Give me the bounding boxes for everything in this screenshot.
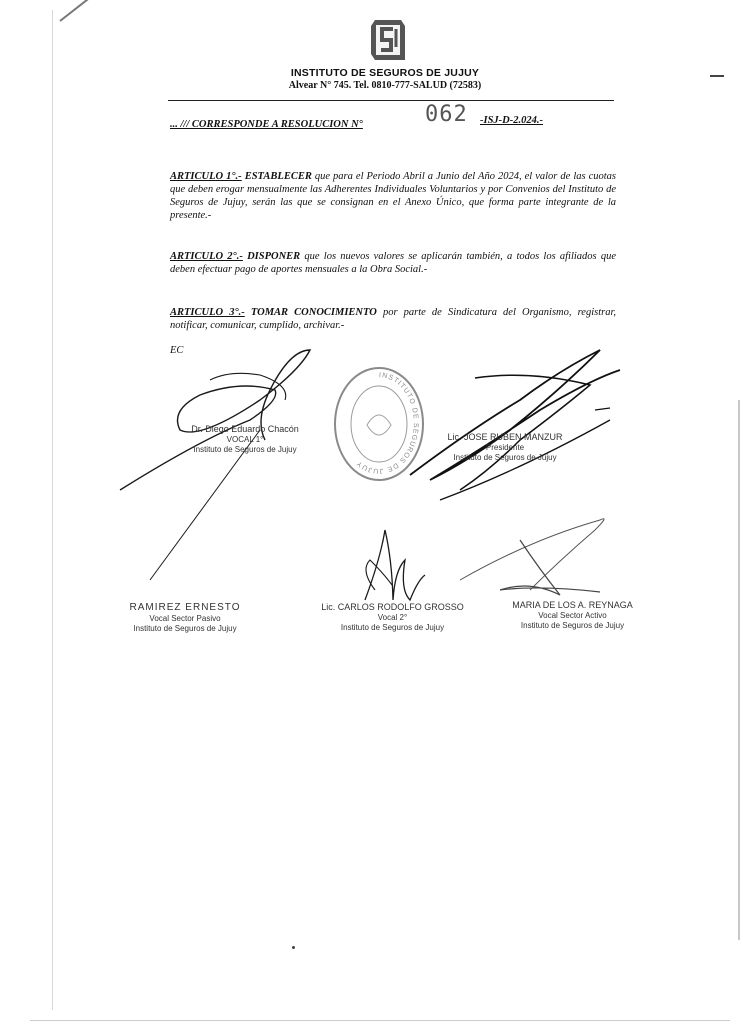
signer-name: Dr. Diego Eduardo Chacón: [191, 424, 299, 434]
scan-speck: [292, 946, 295, 949]
signer-role: Vocal Sector Pasivo: [149, 614, 221, 623]
letterhead: [160, 67, 610, 91]
resolution-prefix: ... /// CORRESPONDE A RESOLUCION N°: [170, 119, 363, 130]
signer-role: Vocal 2°: [377, 613, 408, 622]
article-text: por parte de Sindicatura del Organismo, registrar, notificar, comunicar, cumplido, archivar.-: [170, 307, 617, 331]
scan-edge-mark: [59, 0, 131, 22]
institution-logo: [371, 20, 405, 60]
signer-role: VOCAL 1°: [226, 435, 264, 444]
signer-role: Vocal Sector Activo: [538, 611, 607, 620]
signer-name: Lic. CARLOS RODOLFO GROSSO: [321, 602, 464, 612]
header-divider: [168, 100, 614, 101]
article-text: que los nuevos valores se aplicarán también, a todos los afiliados que deben efectuar pago de aportes mensuales a la Obra Social.-: [170, 251, 617, 275]
article-3: [170, 306, 616, 332]
signature-block-vocal-2: [320, 602, 465, 632]
resolution-number: 062: [425, 102, 468, 127]
institution-name: INSTITUTO DE SEGUROS DE JUJUY: [290, 67, 480, 79]
signature-block-president: [430, 432, 580, 462]
resolution-reference: [170, 119, 363, 130]
resolution-suffix: -ISJ-D-2.024.-: [480, 115, 543, 126]
signer-name: Lic. JOSE RUBEN MANZUR: [447, 432, 563, 442]
article-label: ARTICULO 3°.-: [170, 307, 245, 318]
stamp-text: INSTITUTO DE SEGUROS DE JUJUY: [355, 371, 420, 475]
article-label: ARTICULO 2°.-: [170, 251, 243, 262]
signer-org: Instituto de Seguros de Jujuy: [193, 445, 297, 454]
page-edge-bottom: [30, 1020, 730, 1021]
signature-block-vocal-pasivo: [100, 602, 270, 633]
article-1: [170, 170, 616, 222]
drafter-initials: EC: [170, 345, 184, 356]
article-verb: ESTABLECER: [244, 171, 312, 182]
signer-name: MARIA DE LOS A. REYNAGA: [512, 600, 633, 610]
scan-speck: [710, 75, 724, 77]
article-label: ARTICULO 1°.-: [170, 171, 242, 182]
article-verb: TOMAR CONOCIMIENTO: [250, 307, 377, 318]
institution-address: Alvear N° 745. Tel. 0810-777-SALUD (72583): [288, 80, 482, 91]
article-verb: DISPONER: [247, 251, 301, 262]
signer-org: Instituto de Seguros de Jujuy: [453, 453, 557, 462]
article-text: que para el Periodo Abril a Junio del Año 2024, el valor de las cuotas que deben erogar mensualmente las Adherentes Individuales Voluntarios y por Convenios del Instituto de Seguros de Jujuy, serán las que se consignan en el Anexo Único, que forma parte integrante de la presente.-: [170, 171, 617, 221]
official-stamp: [332, 365, 426, 483]
signature-block-vocal-activo: [490, 600, 655, 630]
signer-org: Instituto de Seguros de Jujuy: [133, 624, 237, 633]
signer-name: RAMIREZ ERNESTO: [129, 602, 241, 613]
page-edge-left: [52, 10, 53, 1010]
page-edge-right: [738, 400, 740, 940]
article-2: [170, 250, 616, 276]
signature-block-vocal-1: [180, 424, 310, 454]
signer-role: Presidente: [485, 443, 525, 452]
signer-org: Instituto de Seguros de Jujuy: [340, 623, 445, 632]
signer-org: Instituto de Seguros de Jujuy: [520, 621, 625, 630]
